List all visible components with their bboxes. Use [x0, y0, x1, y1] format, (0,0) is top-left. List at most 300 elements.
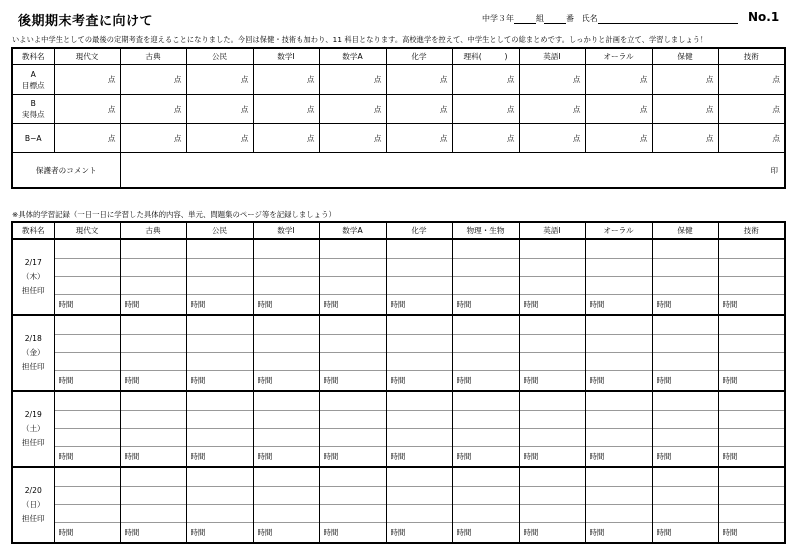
time-label: 時間 — [323, 452, 339, 461]
writing-line — [55, 446, 120, 447]
writing-line — [254, 446, 319, 447]
study-cell[interactable] — [652, 315, 718, 391]
study-cell[interactable] — [718, 391, 785, 467]
study-record-note: ※具体的学習記録（一日一日に学習した具体的内容、単元、問題集のページ等を記録しましょう） — [12, 210, 336, 219]
subject-header: 物理・生物 — [452, 222, 519, 239]
writing-line — [187, 334, 253, 335]
day-label: 2/20 （日） 担任印 — [12, 467, 54, 543]
time-label: 時間 — [257, 376, 273, 385]
study-cell[interactable] — [54, 315, 120, 391]
writing-line — [719, 352, 785, 353]
writing-line — [653, 276, 718, 277]
page-number: No.1 — [748, 10, 780, 24]
score-cell[interactable] — [186, 65, 253, 95]
subject-header: 保健 — [652, 48, 718, 65]
writing-line — [520, 370, 585, 371]
score-cell[interactable] — [386, 65, 452, 95]
class-label: 組 — [536, 14, 544, 23]
score-cell[interactable] — [253, 65, 319, 95]
row-label-actual: B 実得点 — [12, 95, 54, 124]
writing-line — [453, 522, 519, 523]
score-cell[interactable] — [386, 124, 452, 153]
subject-header: 技術 — [718, 48, 785, 65]
unit-label: 点 — [572, 133, 581, 143]
study-cell[interactable] — [652, 239, 718, 315]
time-label: 時間 — [190, 300, 206, 309]
time-label: 時間 — [58, 376, 74, 385]
writing-line — [55, 258, 120, 259]
writing-line — [453, 428, 519, 429]
study-cell[interactable] — [585, 315, 652, 391]
time-label: 時間 — [390, 452, 406, 461]
writing-line — [520, 276, 585, 277]
writing-line — [320, 352, 386, 353]
writing-line — [586, 352, 652, 353]
writing-line — [387, 294, 452, 295]
unit-label: 点 — [373, 104, 382, 114]
writing-line — [254, 370, 319, 371]
score-cell[interactable] — [718, 65, 785, 95]
time-label: 時間 — [257, 528, 273, 537]
writing-line — [187, 352, 253, 353]
time-label: 時間 — [722, 452, 738, 461]
unit-label: 点 — [572, 104, 581, 114]
unit-label: 点 — [506, 133, 515, 143]
unit-label: 点 — [772, 75, 780, 84]
writing-line — [121, 370, 186, 371]
study-cell[interactable] — [386, 467, 452, 543]
row-label-target: A 目標点 — [12, 65, 54, 95]
day-label: 2/18 （金） 担任印 — [12, 315, 54, 391]
unit-label: 点 — [306, 75, 315, 84]
score-cell[interactable] — [54, 65, 120, 95]
writing-line — [387, 522, 452, 523]
grade-label: 中学３年 — [482, 14, 514, 23]
unit-label: 点 — [439, 104, 448, 114]
score-cell[interactable] — [452, 124, 519, 153]
score-cell[interactable] — [585, 124, 652, 153]
subject-header: 数学A — [319, 48, 386, 65]
score-cell[interactable] — [253, 95, 319, 124]
writing-line — [520, 446, 585, 447]
writing-line — [453, 334, 519, 335]
writing-line — [187, 446, 253, 447]
subject-header: 化学 — [386, 222, 452, 239]
unit-label: 点 — [373, 75, 382, 84]
score-cell[interactable] — [319, 95, 386, 124]
score-cell[interactable] — [452, 65, 519, 95]
score-cell[interactable] — [652, 65, 718, 95]
writing-line — [719, 504, 785, 505]
unit-label: 点 — [240, 104, 249, 114]
study-cell[interactable] — [120, 239, 186, 315]
score-cell[interactable] — [253, 124, 319, 153]
writing-line — [453, 294, 519, 295]
writing-line — [453, 410, 519, 411]
study-cell[interactable] — [319, 467, 386, 543]
study-cell[interactable] — [519, 391, 585, 467]
day-label: 2/17 （木） 担任印 — [12, 239, 54, 315]
study-cell[interactable] — [386, 391, 452, 467]
study-cell[interactable] — [386, 315, 452, 391]
writing-line — [254, 258, 319, 259]
writing-line — [320, 504, 386, 505]
writing-line — [254, 522, 319, 523]
time-label: 時間 — [390, 376, 406, 385]
writing-line — [653, 258, 718, 259]
writing-line — [254, 504, 319, 505]
subject-header: 公民 — [186, 222, 253, 239]
writing-line — [320, 258, 386, 259]
writing-line — [187, 522, 253, 523]
subject-header: 古典 — [120, 222, 186, 239]
writing-line — [187, 258, 253, 259]
writing-line — [719, 486, 785, 487]
writing-line — [320, 428, 386, 429]
day-label: 2/19 （土） 担任印 — [12, 391, 54, 467]
name-label: 氏名 — [581, 14, 598, 23]
writing-line — [586, 446, 652, 447]
writing-line — [387, 352, 452, 353]
score-cell[interactable] — [652, 124, 718, 153]
time-label: 時間 — [523, 528, 539, 537]
writing-line — [586, 258, 652, 259]
writing-line — [586, 428, 652, 429]
time-label: 時間 — [456, 300, 472, 309]
writing-line — [520, 334, 585, 335]
score-cell[interactable] — [718, 95, 785, 124]
writing-line — [121, 522, 186, 523]
unit-label: 点 — [306, 104, 315, 114]
writing-line — [653, 428, 718, 429]
subject-header: 数学Ⅰ — [253, 222, 319, 239]
unit-label: 点 — [506, 104, 515, 114]
writing-line — [453, 446, 519, 447]
subject-header: 技術 — [718, 222, 785, 239]
time-label: 時間 — [190, 376, 206, 385]
score-cell[interactable] — [452, 95, 519, 124]
writing-line — [453, 258, 519, 259]
writing-line — [520, 352, 585, 353]
writing-line — [187, 504, 253, 505]
unit-label: 点 — [439, 133, 448, 143]
writing-line — [55, 486, 120, 487]
writing-line — [55, 334, 120, 335]
score-cell[interactable] — [386, 95, 452, 124]
number-field[interactable] — [544, 14, 566, 24]
writing-line — [653, 486, 718, 487]
unit-label: 点 — [705, 75, 714, 84]
time-label: 時間 — [58, 528, 74, 537]
writing-line — [387, 258, 452, 259]
writing-line — [387, 370, 452, 371]
unit-label: 点 — [572, 75, 581, 84]
unit-label: 点 — [705, 133, 714, 143]
writing-line — [55, 428, 120, 429]
study-cell[interactable] — [519, 467, 585, 543]
time-label: 時間 — [722, 528, 738, 537]
study-cell[interactable] — [452, 467, 519, 543]
unit-label: 点 — [107, 75, 116, 84]
study-cell[interactable] — [120, 315, 186, 391]
time-label: 時間 — [124, 452, 140, 461]
subject-header: 理科( ) — [452, 48, 519, 65]
study-cell[interactable] — [253, 315, 319, 391]
study-cell[interactable] — [186, 315, 253, 391]
study-corner-header: 教科名 — [12, 222, 54, 239]
writing-line — [320, 294, 386, 295]
class-field[interactable] — [514, 14, 536, 24]
time-label: 時間 — [589, 528, 605, 537]
writing-line — [453, 486, 519, 487]
score-cell[interactable] — [319, 65, 386, 95]
unit-label: 点 — [639, 133, 648, 143]
score-cell[interactable] — [120, 65, 186, 95]
writing-line — [719, 522, 785, 523]
writing-line — [586, 370, 652, 371]
student-info — [482, 13, 738, 24]
subject-header: オーラル — [585, 222, 652, 239]
writing-line — [586, 486, 652, 487]
parent-comment-field[interactable] — [120, 153, 785, 189]
writing-line — [453, 352, 519, 353]
writing-line — [187, 410, 253, 411]
writing-line — [719, 258, 785, 259]
score-cell[interactable] — [585, 95, 652, 124]
page-title: 後期期末考査に向けて — [18, 14, 154, 29]
writing-line — [653, 352, 718, 353]
writing-line — [55, 410, 120, 411]
seal-mark: 印 — [770, 165, 778, 175]
subject-header: 保健 — [652, 222, 718, 239]
study-cell[interactable] — [585, 239, 652, 315]
study-cell[interactable] — [54, 391, 120, 467]
writing-line — [55, 276, 120, 277]
time-label: 時間 — [124, 376, 140, 385]
writing-line — [55, 352, 120, 353]
writing-line — [653, 410, 718, 411]
writing-line — [387, 410, 452, 411]
writing-line — [586, 504, 652, 505]
time-label: 時間 — [656, 300, 672, 309]
study-cell[interactable] — [319, 239, 386, 315]
time-label: 時間 — [190, 452, 206, 461]
time-label: 時間 — [523, 376, 539, 385]
unit-label: 点 — [306, 133, 315, 143]
study-cell[interactable] — [519, 239, 585, 315]
score-cell[interactable] — [519, 65, 585, 95]
row-label-diff: B−A — [12, 124, 54, 153]
writing-line — [586, 276, 652, 277]
score-cell[interactable] — [718, 124, 785, 153]
writing-line — [719, 334, 785, 335]
study-record-table — [11, 221, 786, 544]
unit-label: 点 — [639, 104, 648, 114]
subject-header: 英語Ⅰ — [519, 48, 585, 65]
unit-label: 点 — [373, 133, 382, 143]
time-label: 時間 — [257, 452, 273, 461]
writing-line — [453, 504, 519, 505]
writing-line — [586, 334, 652, 335]
score-cell[interactable] — [652, 95, 718, 124]
study-cell[interactable] — [253, 391, 319, 467]
intro-text: いよいよ中学生としての最後の定期考査を迎えることになりました。今回は保健・技術も加わり、11 科目となります。高校進学を控えて、中学生としての総まとめです。しっかりと計画を立て、学習しましょう！ — [12, 35, 708, 44]
study-cell[interactable] — [253, 239, 319, 315]
writing-line — [586, 294, 652, 295]
study-cell[interactable] — [652, 391, 718, 467]
score-cell[interactable] — [519, 124, 585, 153]
study-cell[interactable] — [718, 239, 785, 315]
writing-line — [121, 294, 186, 295]
time-label: 時間 — [656, 528, 672, 537]
study-cell[interactable] — [718, 467, 785, 543]
score-cell[interactable] — [186, 124, 253, 153]
writing-line — [121, 486, 186, 487]
time-label: 時間 — [656, 452, 672, 461]
writing-line — [121, 428, 186, 429]
writing-line — [653, 370, 718, 371]
writing-line — [653, 522, 718, 523]
score-cell[interactable] — [120, 124, 186, 153]
time-label: 時間 — [656, 376, 672, 385]
score-corner-header: 教科名 — [12, 48, 54, 65]
time-label: 時間 — [589, 300, 605, 309]
writing-line — [254, 334, 319, 335]
writing-line — [520, 258, 585, 259]
study-cell[interactable] — [386, 239, 452, 315]
study-cell[interactable] — [652, 467, 718, 543]
writing-line — [254, 486, 319, 487]
unit-label: 点 — [107, 104, 116, 114]
study-cell[interactable] — [54, 239, 120, 315]
score-cell[interactable] — [54, 124, 120, 153]
subject-header: 数学A — [319, 222, 386, 239]
writing-line — [320, 522, 386, 523]
writing-line — [320, 486, 386, 487]
writing-line — [254, 352, 319, 353]
study-cell[interactable] — [319, 315, 386, 391]
writing-line — [719, 446, 785, 447]
score-cell[interactable] — [319, 124, 386, 153]
subject-header: 現代文 — [54, 48, 120, 65]
study-cell[interactable] — [186, 391, 253, 467]
name-field[interactable] — [598, 14, 738, 24]
time-label: 時間 — [523, 452, 539, 461]
study-cell[interactable] — [319, 391, 386, 467]
unit-label: 点 — [173, 75, 182, 84]
writing-line — [320, 334, 386, 335]
study-cell[interactable] — [452, 239, 519, 315]
subject-header: 現代文 — [54, 222, 120, 239]
writing-line — [254, 410, 319, 411]
time-label: 時間 — [722, 300, 738, 309]
study-cell[interactable] — [519, 315, 585, 391]
writing-line — [520, 486, 585, 487]
writing-line — [320, 446, 386, 447]
writing-line — [187, 486, 253, 487]
study-cell[interactable] — [120, 467, 186, 543]
writing-line — [387, 504, 452, 505]
writing-line — [320, 276, 386, 277]
subject-header: 公民 — [186, 48, 253, 65]
writing-line — [320, 370, 386, 371]
writing-line — [453, 276, 519, 277]
writing-line — [55, 370, 120, 371]
writing-line — [719, 410, 785, 411]
unit-label: 点 — [173, 133, 182, 143]
subject-header: オーラル — [585, 48, 652, 65]
score-table — [11, 47, 786, 189]
unit-label: 点 — [439, 75, 448, 84]
score-cell[interactable] — [54, 95, 120, 124]
subject-header: 化学 — [386, 48, 452, 65]
score-cell[interactable] — [120, 95, 186, 124]
score-cell[interactable] — [585, 65, 652, 95]
writing-line — [653, 504, 718, 505]
writing-line — [254, 428, 319, 429]
writing-line — [55, 504, 120, 505]
time-label: 時間 — [124, 300, 140, 309]
writing-line — [121, 504, 186, 505]
writing-line — [187, 428, 253, 429]
score-cell[interactable] — [186, 95, 253, 124]
writing-line — [453, 370, 519, 371]
study-cell[interactable] — [186, 239, 253, 315]
writing-line — [121, 334, 186, 335]
time-label: 時間 — [58, 452, 74, 461]
time-label: 時間 — [390, 528, 406, 537]
subject-header: 英語Ⅰ — [519, 222, 585, 239]
writing-line — [653, 446, 718, 447]
time-label: 時間 — [523, 300, 539, 309]
unit-label: 点 — [705, 104, 714, 114]
subject-header: 古典 — [120, 48, 186, 65]
unit-label: 点 — [772, 133, 780, 143]
unit-label: 点 — [173, 104, 182, 114]
writing-line — [719, 370, 785, 371]
study-cell[interactable] — [253, 467, 319, 543]
writing-line — [387, 334, 452, 335]
study-cell[interactable] — [585, 391, 652, 467]
writing-line — [586, 410, 652, 411]
time-label: 時間 — [323, 376, 339, 385]
time-label: 時間 — [456, 376, 472, 385]
time-label: 時間 — [589, 452, 605, 461]
writing-line — [387, 486, 452, 487]
study-cell[interactable] — [585, 467, 652, 543]
writing-line — [387, 276, 452, 277]
score-cell[interactable] — [519, 95, 585, 124]
unit-label: 点 — [506, 75, 515, 84]
time-label: 時間 — [456, 528, 472, 537]
writing-line — [55, 294, 120, 295]
study-cell[interactable] — [718, 315, 785, 391]
writing-line — [320, 410, 386, 411]
writing-line — [121, 258, 186, 259]
writing-line — [121, 276, 186, 277]
time-label: 時間 — [124, 528, 140, 537]
time-label: 時間 — [722, 376, 738, 385]
study-cell[interactable] — [120, 391, 186, 467]
writing-line — [187, 370, 253, 371]
study-cell[interactable] — [452, 391, 519, 467]
study-cell[interactable] — [186, 467, 253, 543]
study-cell[interactable] — [54, 467, 120, 543]
time-label: 時間 — [323, 300, 339, 309]
writing-line — [187, 294, 253, 295]
study-cell[interactable] — [452, 315, 519, 391]
time-label: 時間 — [390, 300, 406, 309]
